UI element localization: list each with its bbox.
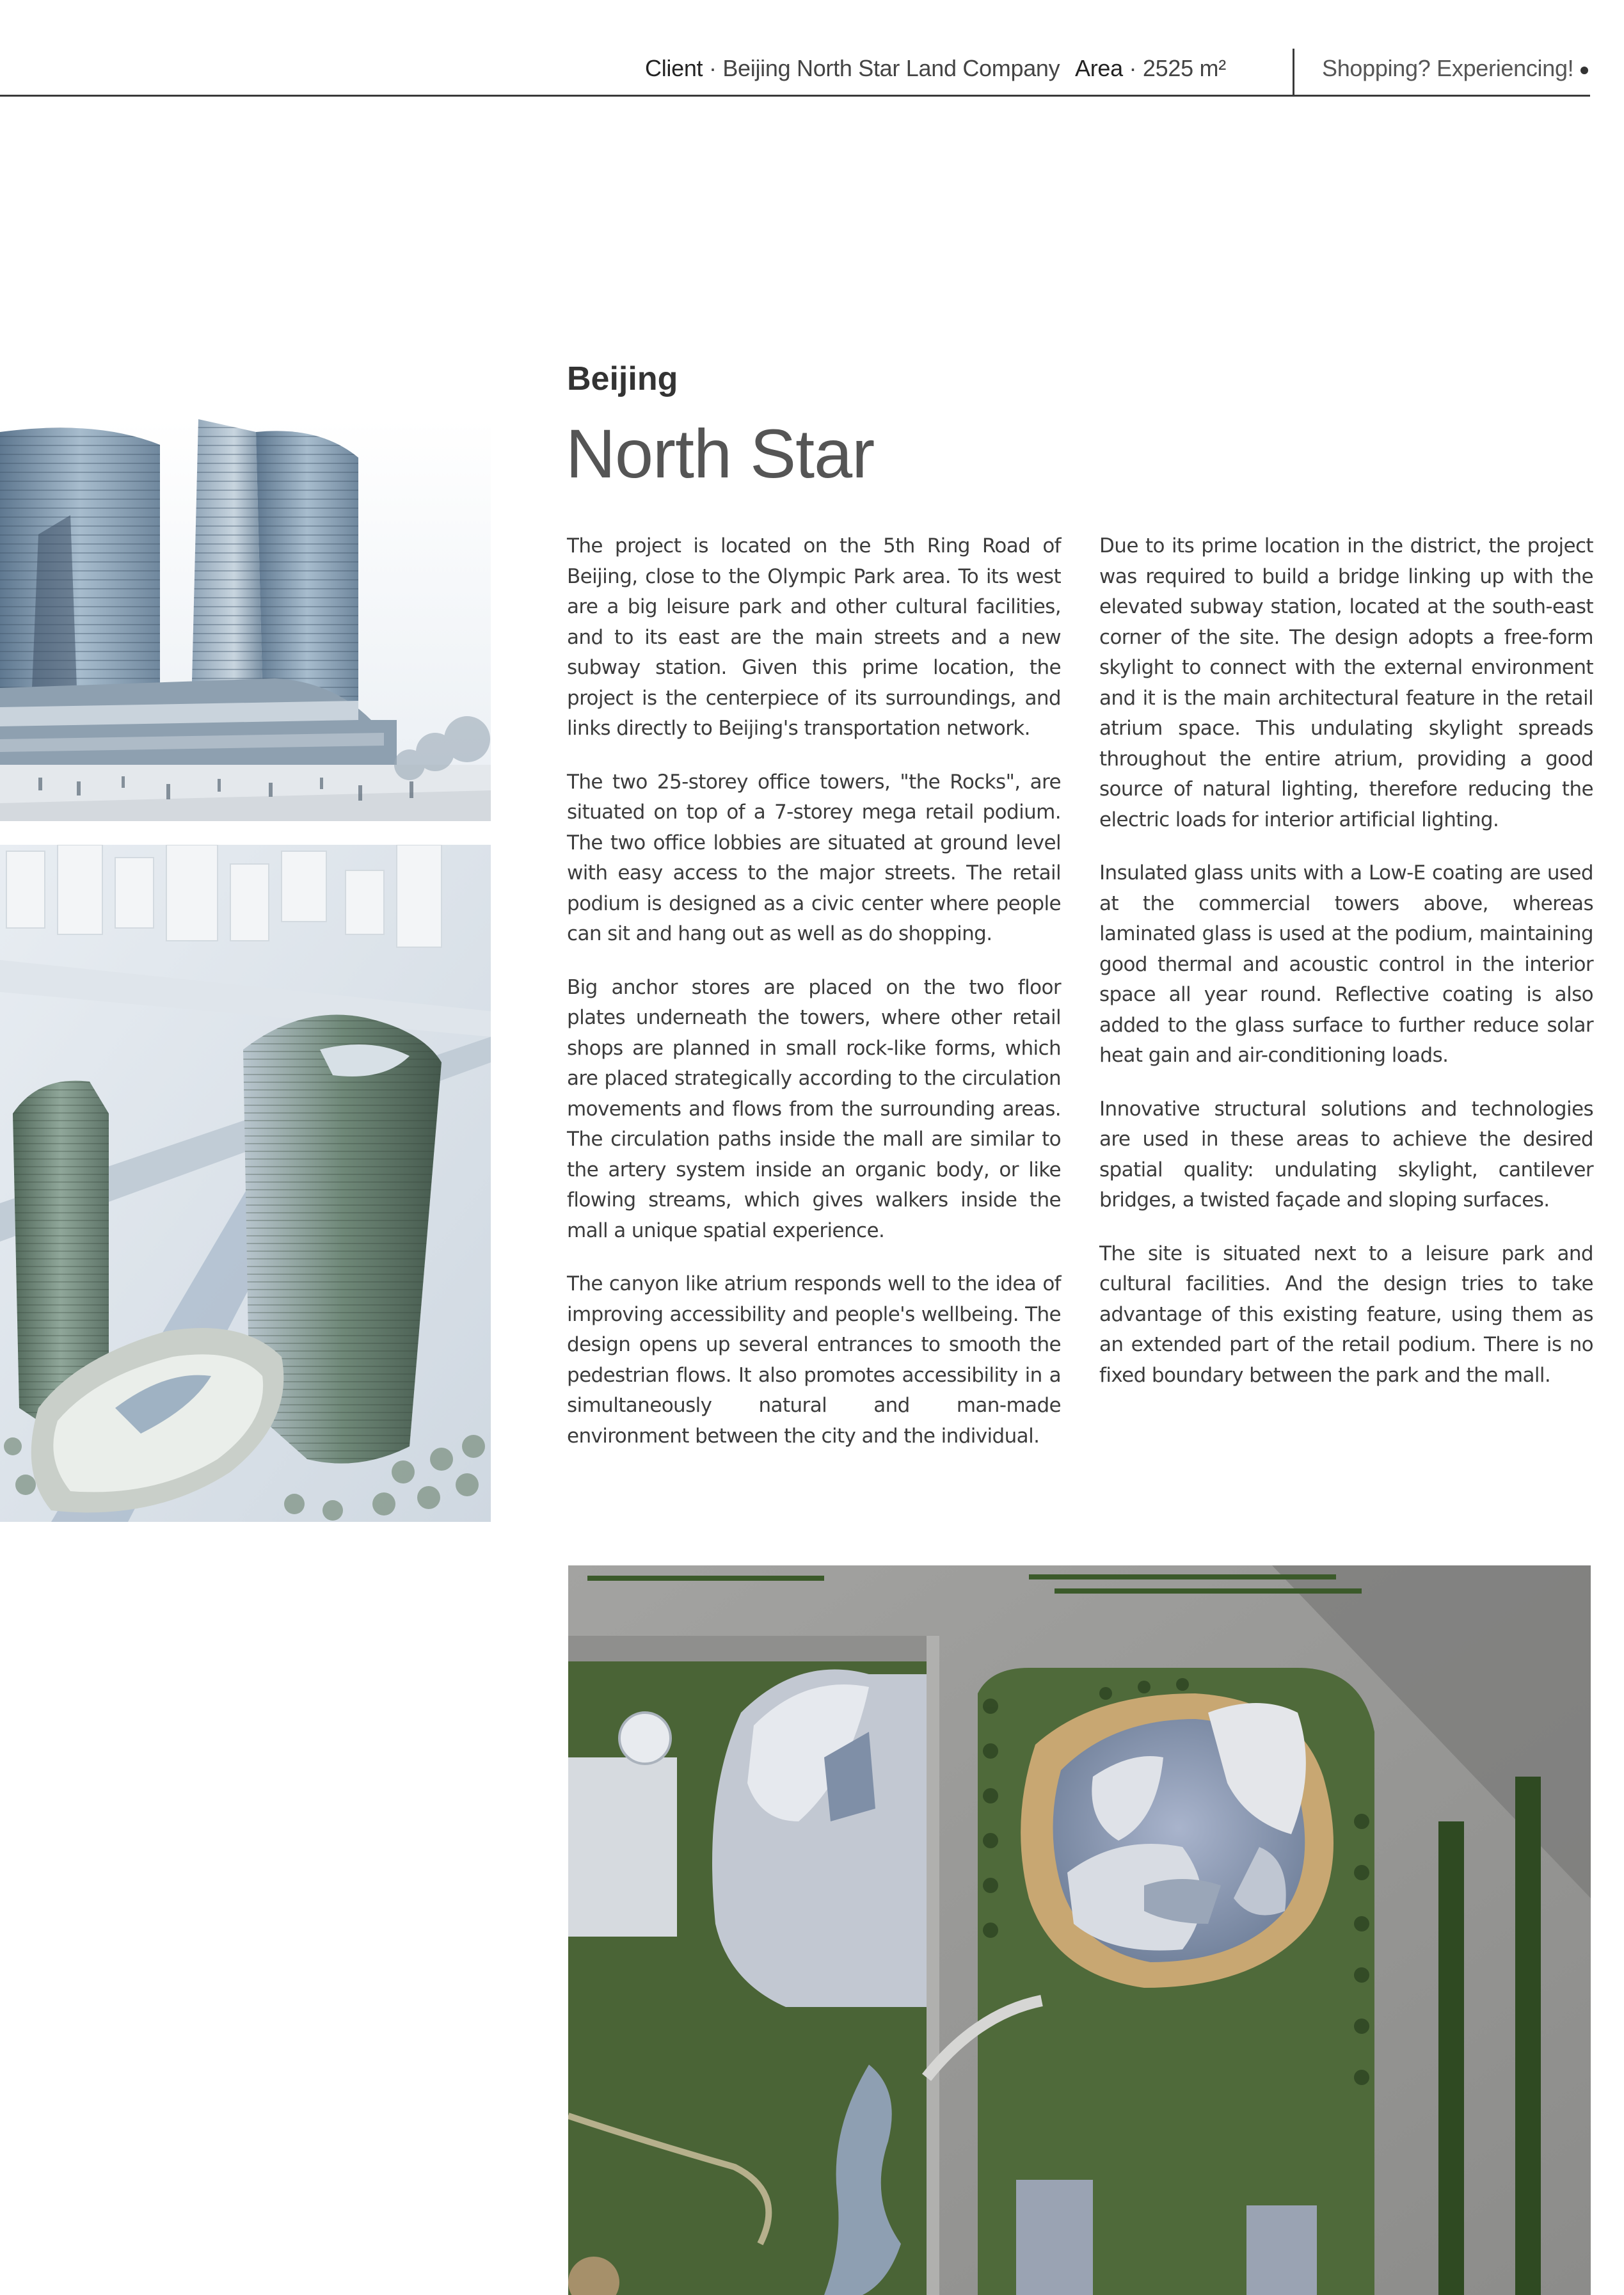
body-paragraph: The project is located on the 5th Ring Road of Beijing, close to the Olympic Park area. To its west are a big leisure park and other cultural facilities, and to its east are the main streets and a new subway station. Given this prime location, the project is the centerpiece of its surroundings, and links directly to Beijing's transportation network. [567,534,1061,740]
street-view-rendering [0,419,491,821]
body-paragraph: Innovative structural solutions and technologies are used in these areas to achieve the desired spatial quality: undulating skylight, cantilever bridges, a twisted façade and sloping surfaces. [1099,1097,1593,1211]
client-label: Client [645,55,703,81]
area-label: Area [1075,55,1123,81]
project-city: Beijing [567,360,678,397]
client-value: · Beijing North Star Land Company [708,55,1060,81]
body-column-right [1099,531,1593,1414]
site-plan-rendering [568,1565,1591,2295]
aerial-view-rendering [0,845,491,1522]
body-paragraph: The two 25-storey office towers, "the Rocks", are situated on top of a 7-storey mega retail podium. The two office lobbies are situated at ground level with easy access to the major streets. The retail podium is designed as a civic center where people can sit and hang out as well as do shopping. [567,770,1061,945]
bullet-dot-icon [1580,67,1588,74]
project-title: North Star [566,415,875,492]
header-area [1075,55,1226,82]
body-column-left [567,531,1061,1475]
series-title: Shopping? Experiencing! [1322,55,1574,81]
body-paragraph: The canyon like atrium responds well to the idea of improving accessibility and people's wellbeing. The design opens up several entrances to smooth the pedestrian flows. It also promotes accessibility in a simultaneously natural and man-made environment between the city and the individual. [567,1272,1061,1448]
header-rule [0,95,1590,97]
body-paragraph: Insulated glass units with a Low-E coating are used at the commercial towers above, whereas laminated glass is used at the podium, maintaining good thermal and acoustic control in the interior space all year round. Reflective coating is also added to the glass surface to further reduce solar heat gain and air-conditioning loads. [1099,861,1593,1067]
area-value: · 2525 m² [1129,55,1226,81]
body-paragraph: The site is situated next to a leisure park and cultural facilities. And the design tries to take advantage of this existing feature, using them as an extended part of the retail podium. There is no fixed boundary between the park and the mall. [1099,1242,1593,1387]
body-paragraph: Big anchor stores are placed on the two floor plates underneath the towers, where other retail shops are planned in small rock-like forms, which are placed strategically according to the circulation movements and flows from the surrounding areas. The circulation paths inside the mall are similar to the artery system inside an organic body, or like flowing streams, which gives walkers inside the mall a unique spatial experience. [567,975,1061,1242]
body-paragraph: Due to its prime location in the district, the project was required to build a bridge linking up with the elevated subway station, located at the south-east corner of the site. The design adopts a free-form skylight to connect with the external environment and it is the main architectural feature in the retail atrium space. This undulating skylight spreads throughout the entire atrium, providing a good source of natural lighting, therefore reducing the electric loads for interior artificial lighting. [1099,534,1593,831]
header-client [645,55,1060,82]
header-divider [1293,49,1294,95]
